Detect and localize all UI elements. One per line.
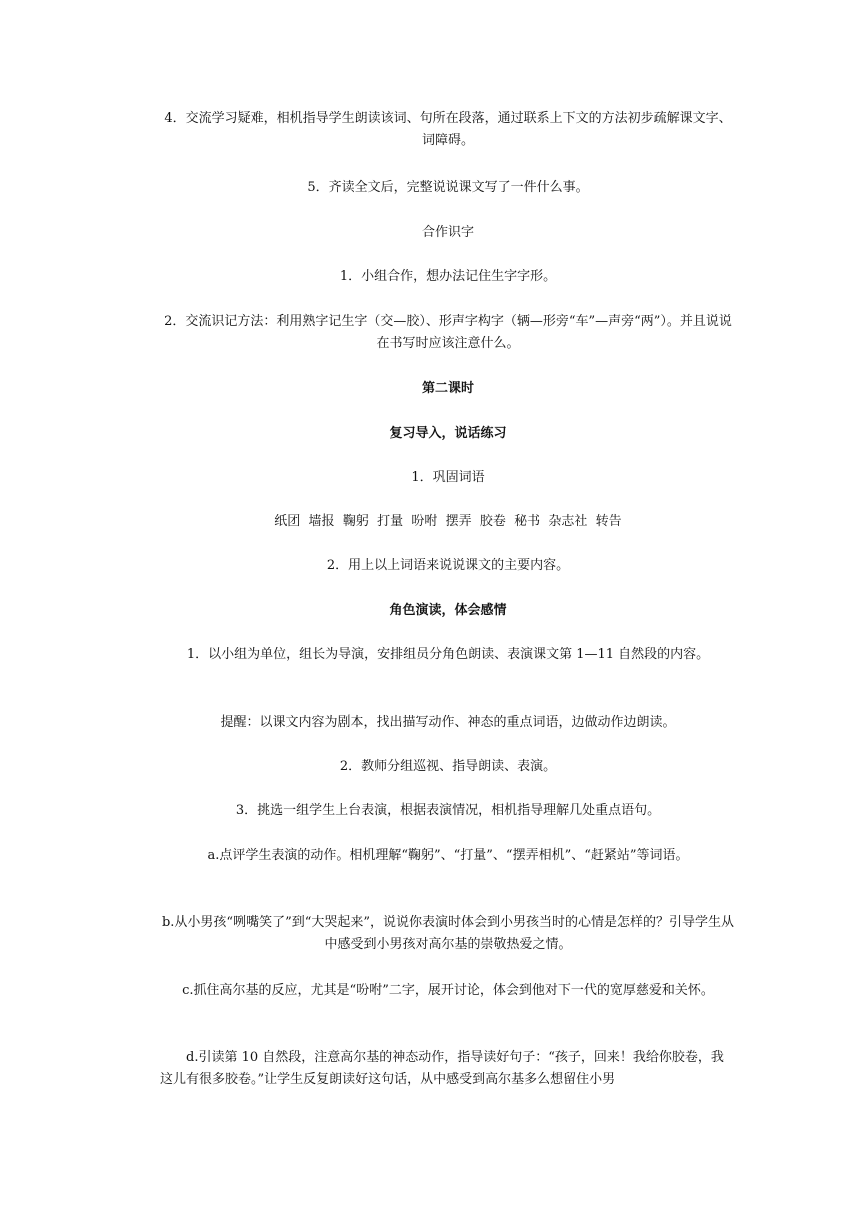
- section-heading-review: 复习导入，说话练习: [389, 426, 507, 441]
- paragraph-item-b: b.从小男孩“咧嘴笑了”到“大哭起来”，说说你表演时体会到小男孩当时的心情是怎样的？引导学生从中感受到小男孩对高尔基的崇敬热爱之情。: [161, 915, 735, 952]
- paragraph-review-step-2: 2．用上以上词语来说说课文的主要内容。: [326, 558, 570, 573]
- lesson-heading-second: 第二课时: [421, 381, 474, 396]
- paragraph-item-d: d.引读第 10 自然段，注意高尔基的神态动作，指导读好句子：“孩子，回来！我给你胶卷，我这儿有很多胶卷。”让学生反复朗读好这句话，从中感受到高尔基多么想留住小男: [160, 1050, 724, 1087]
- vocabulary-list: 纸团 墙报 鞠躬 打量 吩咐 摆弄 胶卷 秘书 杂志社 转告: [274, 514, 622, 529]
- paragraph-review-step-1: 1．巩固词语: [411, 470, 485, 485]
- paragraph-role-step-3: 3．挑选一组学生上台表演，根据表演情况，相机指导理解几处重点语句。: [235, 803, 661, 818]
- paragraph-group-step-2: 2．交流识记方法：利用熟字记生字（交—胶）、形声字构字（辆—形旁“车”—声旁“两”）。并且说说在书写时应该注意什么。: [164, 314, 732, 351]
- paragraph-item-a: a.点评学生表演的动作。相机理解“鞠躬”、“打量”、“摆弄相机”、“赶紧站”等词语。: [207, 848, 689, 863]
- paragraph-group-step-1: 1．小组合作，想办法记住生字字形。: [339, 269, 557, 284]
- section-heading-role-play: 角色演读，体会感情: [389, 603, 507, 618]
- section-heading-cooperative-literacy: 合作识字: [421, 225, 474, 240]
- paragraph-step-4: 4．交流学习疑难，相机指导学生朗读该词、句所在段落，通过联系上下文的方法初步疏解课文字、词障碍。: [164, 111, 732, 148]
- paragraph-role-step-1: 1．以小组为单位，组长为导演，安排组员分角色朗读、表演课文第 1—11 自然段的内容。: [186, 647, 710, 662]
- paragraph-role-step-2: 2．教师分组巡视、指导朗读、表演。: [339, 759, 557, 774]
- paragraph-item-c: c.抓住高尔基的反应，尤其是“吩咐”二字，展开讨论，体会到他对下一代的宽厚慈爱和关怀。: [182, 983, 714, 998]
- paragraph-step-5: 5．齐读全文后，完整说说课文写了一件什么事。: [307, 180, 589, 195]
- paragraph-reminder: 提醒：以课文内容为剧本，找出描写动作、神态的重点词语，边做动作边朗读。: [220, 715, 676, 730]
